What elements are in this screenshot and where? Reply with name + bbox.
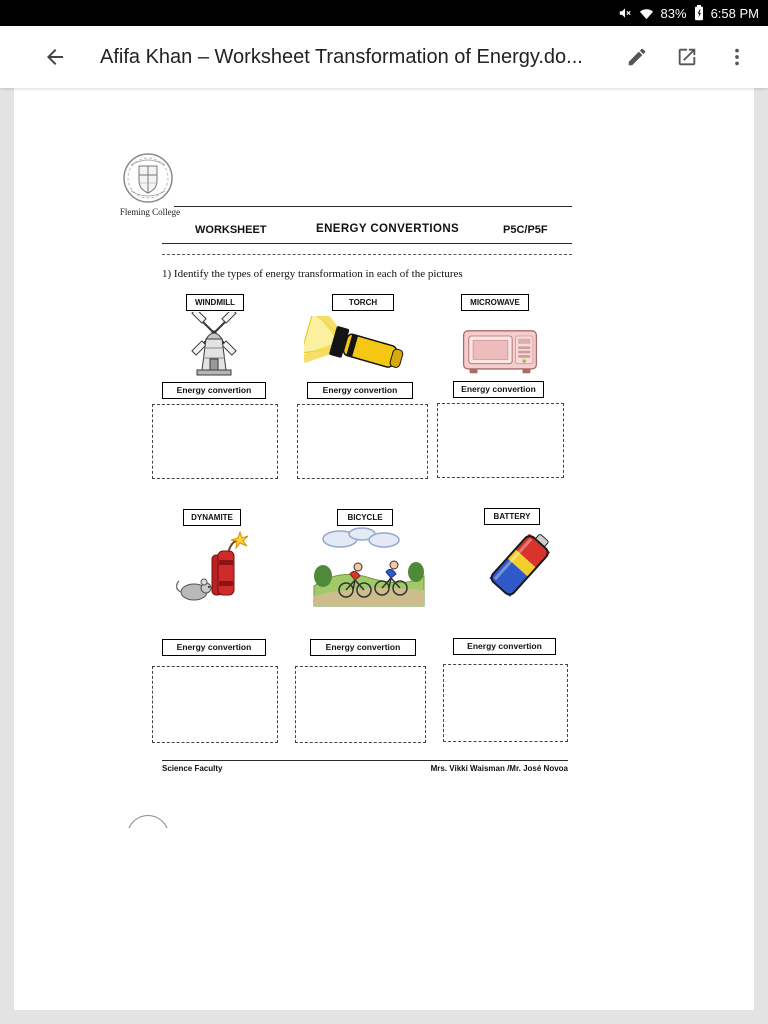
footer-rule — [162, 760, 568, 761]
college-name-label: Fleming College — [119, 207, 181, 217]
footer-left-label: Science Faculty — [162, 764, 223, 773]
mute-icon — [618, 6, 632, 20]
app-bar — [0, 26, 768, 88]
item-label-dynamite: DYNAMITE — [183, 509, 241, 526]
caption-dynamite: Energy convertion — [162, 639, 266, 656]
caption-torch: Energy convertion — [307, 382, 413, 399]
question-text: 1) Identify the types of energy transformation in each of the pictures — [162, 268, 463, 280]
microwave-image — [461, 320, 539, 378]
fleming-college-logo — [122, 152, 174, 204]
clock-label: 6:58 PM — [710, 5, 759, 21]
answer-box-battery — [443, 664, 568, 742]
torch-image — [304, 316, 410, 378]
answer-box-torch — [297, 404, 428, 479]
header-rule-top — [174, 206, 572, 207]
document-viewer-scroll-area[interactable] — [0, 88, 768, 1024]
footer-right-label: Mrs. Vikki Waisman /Mr. José Novoa — [430, 764, 568, 773]
item-label-torch: TORCH — [332, 294, 394, 311]
caption-windmill: Energy convertion — [162, 382, 266, 399]
worksheet-label: WORKSHEET — [195, 224, 267, 236]
battery-image — [476, 522, 562, 610]
battery-icon — [694, 5, 704, 21]
windmill-image — [179, 312, 249, 378]
answer-box-bicycle — [295, 666, 426, 743]
edit-pencil-icon[interactable] — [624, 44, 650, 70]
battery-percent-label: 83% — [660, 5, 687, 21]
wifi-icon — [639, 6, 654, 21]
answer-box-dynamite — [152, 666, 278, 743]
class-code-label: P5C/P5F — [503, 224, 548, 236]
answer-box-windmill — [152, 404, 278, 479]
item-label-bicycle: BICYCLE — [337, 509, 393, 526]
caption-battery: Energy convertion — [453, 638, 556, 655]
header-rule-bottom — [162, 243, 572, 244]
caption-bicycle: Energy convertion — [310, 639, 416, 656]
header-rule-dotted — [162, 254, 572, 255]
status-bar — [0, 0, 768, 26]
bicycle-image — [312, 526, 426, 608]
item-label-windmill: WINDMILL — [186, 294, 244, 311]
item-label-battery: BATTERY — [484, 508, 540, 525]
more-options-icon[interactable] — [724, 44, 750, 70]
open-in-new-icon[interactable] — [674, 44, 700, 70]
dynamite-image — [176, 528, 256, 608]
document-title: Afifa Khan – Worksheet Transformation of Energy.do... — [100, 45, 583, 68]
back-arrow-icon[interactable] — [42, 44, 68, 70]
next-logo-partial — [126, 815, 170, 828]
answer-box-microwave — [437, 403, 564, 478]
worksheet-title: ENERGY CONVERTIONS — [316, 223, 460, 235]
item-label-microwave: MICROWAVE — [461, 294, 529, 311]
caption-microwave: Energy convertion — [453, 381, 544, 398]
worksheet-page — [14, 88, 754, 1010]
